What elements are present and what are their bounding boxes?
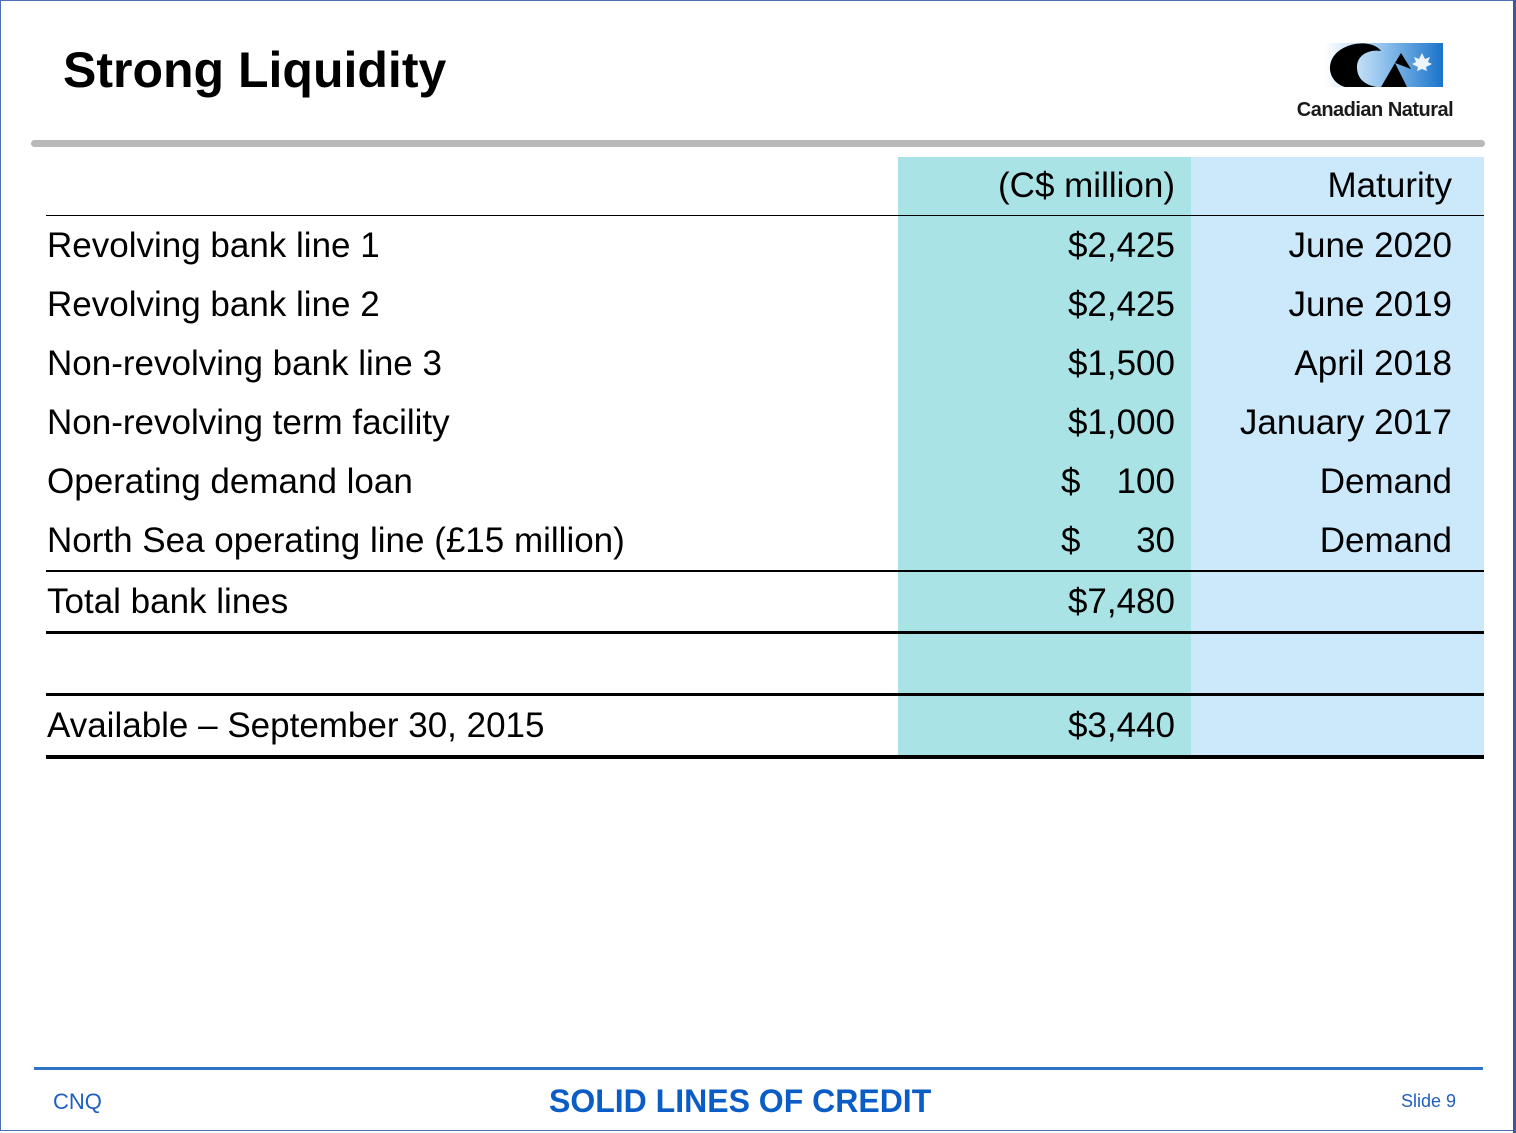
- table-row: [46, 216, 1484, 276]
- table-header-row: [46, 157, 1484, 216]
- row-maturity: June 2020: [1191, 216, 1484, 276]
- title-divider: [31, 140, 1485, 147]
- table-row: [46, 393, 1484, 452]
- table-row: [46, 275, 1484, 334]
- available-amount: $3,440: [898, 695, 1191, 758]
- row-maturity: Demand: [1191, 511, 1484, 571]
- footer-headline: SOLID LINES OF CREDIT: [549, 1083, 932, 1119]
- row-maturity: January 2017: [1191, 393, 1484, 452]
- row-label: Revolving bank line 2: [47, 284, 380, 324]
- slide-title: Strong Liquidity: [63, 42, 447, 98]
- row-label: Operating demand loan: [47, 461, 413, 501]
- amount-value: 100: [1116, 461, 1175, 501]
- row-label: Non-revolving term facility: [47, 402, 450, 442]
- header-amount: (C$ million): [898, 157, 1191, 216]
- slide-number: Slide 9: [1401, 1091, 1457, 1111]
- amount-value: 30: [1136, 520, 1175, 560]
- available-label: Available – September 30, 2015: [46, 695, 898, 758]
- footer-divider: [34, 1067, 1483, 1070]
- table-row: [46, 452, 1484, 511]
- footer-ticker: CNQ: [53, 1089, 102, 1114]
- total-maturity: [1191, 571, 1484, 633]
- logo-text: Canadian Natural: [1296, 99, 1454, 121]
- table-row: [46, 511, 1484, 571]
- header-maturity: Maturity: [1191, 157, 1484, 216]
- amount-symbol: $: [1061, 461, 1081, 501]
- row-amount: $1,500: [898, 334, 1191, 393]
- row-maturity: April 2018: [1191, 334, 1484, 393]
- logo-mark-icon: [1285, 39, 1465, 99]
- row-label: Non-revolving bank line 3: [47, 343, 442, 383]
- available-maturity: [1191, 695, 1484, 758]
- row-maturity: June 2019: [1191, 275, 1484, 334]
- header-label: [46, 157, 898, 216]
- row-amount: $2,425: [898, 275, 1191, 334]
- table-row: [46, 334, 1484, 393]
- credit-lines-table: [46, 157, 1484, 759]
- row-label: North Sea operating line (£15 million): [47, 520, 625, 560]
- row-amount: [898, 511, 1191, 571]
- available-row: [46, 695, 1484, 758]
- amount-symbol: $: [1061, 520, 1081, 560]
- row-amount: [898, 452, 1191, 511]
- row-amount: $2,425: [898, 216, 1191, 276]
- company-logo: [1285, 39, 1465, 123]
- spacer-row: [46, 633, 1484, 695]
- total-row: [46, 571, 1484, 633]
- total-amount: $7,480: [898, 571, 1191, 633]
- total-label: Total bank lines: [46, 571, 898, 633]
- row-amount: $1,000: [898, 393, 1191, 452]
- row-label: Revolving bank line 1: [47, 225, 380, 265]
- row-maturity: Demand: [1191, 452, 1484, 511]
